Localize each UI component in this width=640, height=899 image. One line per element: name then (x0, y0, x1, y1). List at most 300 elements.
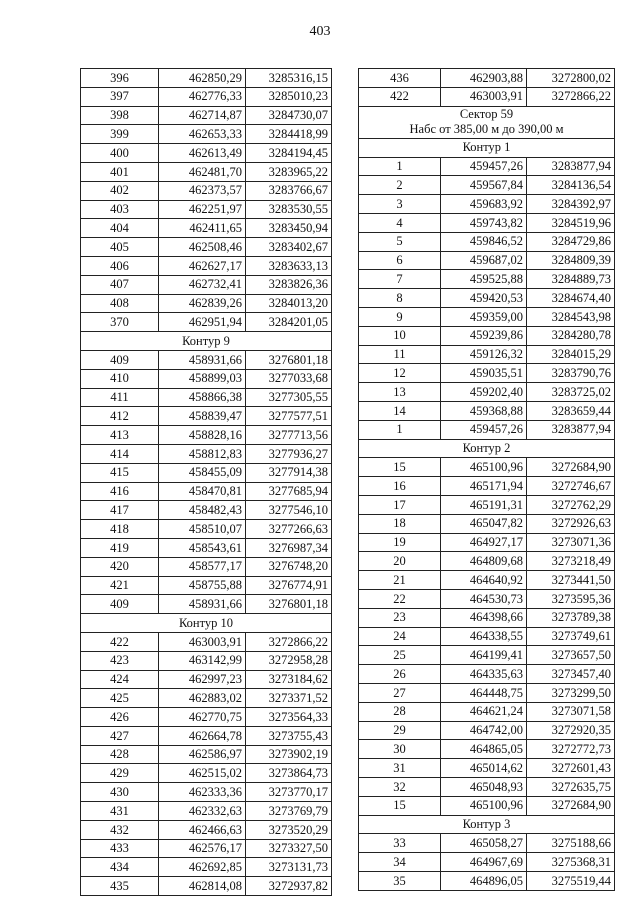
table-row (359, 383, 615, 402)
y-coordinate-cell: 3284519,96 (527, 214, 615, 233)
y-coordinate-cell: 3273218,49 (527, 552, 615, 571)
point-number-cell: 405 (81, 238, 159, 257)
point-number-cell: 413 (81, 426, 159, 445)
x-coordinate-cell: 458931,66 (159, 595, 246, 614)
point-number-cell: 31 (359, 759, 441, 778)
x-coordinate-cell: 464398,66 (441, 608, 527, 627)
point-number-cell: 421 (81, 576, 159, 595)
y-coordinate-cell: 3284729,86 (527, 232, 615, 251)
y-coordinate-cell: 3273755,43 (246, 726, 332, 745)
y-coordinate-cell: 3272684,90 (527, 796, 615, 815)
table-row (359, 364, 615, 383)
table-row (359, 402, 615, 421)
table-row (359, 683, 615, 702)
table-row (359, 627, 615, 646)
x-coordinate-cell: 458866,38 (159, 388, 246, 407)
x-coordinate-cell: 459202,40 (441, 383, 527, 402)
y-coordinate-cell: 3273457,40 (527, 665, 615, 684)
table-row (359, 871, 615, 890)
x-coordinate-cell: 458470,81 (159, 482, 246, 501)
y-coordinate-cell: 3275519,44 (527, 871, 615, 890)
y-coordinate-cell: 3272635,75 (527, 777, 615, 796)
x-coordinate-cell: 462714,87 (159, 106, 246, 125)
x-coordinate-cell: 459457,26 (441, 420, 527, 439)
point-number-cell: 427 (81, 726, 159, 745)
y-coordinate-cell: 3284201,05 (246, 313, 332, 332)
y-coordinate-cell: 3283659,44 (527, 402, 615, 421)
point-number-cell: 412 (81, 407, 159, 426)
point-number-cell: 415 (81, 463, 159, 482)
y-coordinate-cell: 3276801,18 (246, 350, 332, 369)
x-coordinate-cell: 459525,88 (441, 270, 527, 289)
y-coordinate-cell: 3283725,02 (527, 383, 615, 402)
table-row (359, 495, 615, 514)
x-coordinate-cell: 462770,75 (159, 708, 246, 727)
point-number-cell: 411 (81, 388, 159, 407)
x-coordinate-cell: 458482,43 (159, 501, 246, 520)
y-coordinate-cell: 3283877,94 (527, 420, 615, 439)
y-coordinate-cell: 3272937,82 (246, 877, 332, 896)
y-coordinate-cell: 3277033,68 (246, 369, 332, 388)
x-coordinate-cell: 459687,02 (441, 251, 527, 270)
table-row (81, 482, 332, 501)
table-row (81, 670, 332, 689)
y-coordinate-cell: 3283790,76 (527, 364, 615, 383)
table-row (359, 87, 615, 106)
x-coordinate-cell: 464742,00 (441, 721, 527, 740)
point-number-cell: 420 (81, 557, 159, 576)
point-number-cell: 7 (359, 270, 441, 289)
x-coordinate-cell: 462883,02 (159, 689, 246, 708)
point-number-cell: 423 (81, 651, 159, 670)
point-number-cell: 20 (359, 552, 441, 571)
x-coordinate-cell: 458510,07 (159, 520, 246, 539)
point-number-cell: 30 (359, 740, 441, 759)
table-row (359, 533, 615, 552)
point-number-cell: 1 (359, 157, 441, 176)
x-coordinate-cell: 463003,91 (159, 632, 246, 651)
x-coordinate-cell: 459846,52 (441, 232, 527, 251)
sector-title: Сектор 59 (459, 106, 514, 121)
y-coordinate-cell: 3273864,73 (246, 764, 332, 783)
y-coordinate-cell: 3284015,29 (527, 345, 615, 364)
y-coordinate-cell: 3283633,13 (246, 256, 332, 275)
table-row (359, 589, 615, 608)
point-number-cell: 8 (359, 289, 441, 308)
y-coordinate-cell: 3273131,73 (246, 858, 332, 877)
y-coordinate-cell: 3272746,67 (527, 477, 615, 496)
table-row (81, 726, 332, 745)
x-coordinate-cell: 464865,05 (441, 740, 527, 759)
x-coordinate-cell: 462586,97 (159, 745, 246, 764)
point-number-cell: 422 (359, 87, 441, 106)
y-coordinate-cell: 3276987,34 (246, 538, 332, 557)
y-coordinate-cell: 3284392,97 (527, 195, 615, 214)
point-number-cell: 3 (359, 195, 441, 214)
x-coordinate-cell: 462411,65 (159, 219, 246, 238)
contour-header-row (359, 138, 615, 157)
point-number-cell: 1 (359, 420, 441, 439)
point-number-cell: 424 (81, 670, 159, 689)
y-coordinate-cell: 3284730,07 (246, 106, 332, 125)
x-coordinate-cell: 462481,70 (159, 162, 246, 181)
x-coordinate-cell: 462814,08 (159, 877, 246, 896)
contour-header-row (81, 614, 332, 633)
x-coordinate-cell: 464448,75 (441, 683, 527, 702)
contour-header-row (359, 439, 615, 458)
x-coordinate-cell: 464199,41 (441, 646, 527, 665)
x-coordinate-cell: 458543,61 (159, 538, 246, 557)
point-number-cell: 404 (81, 219, 159, 238)
table-row (81, 463, 332, 482)
y-coordinate-cell: 3284543,98 (527, 308, 615, 327)
table-row (359, 458, 615, 477)
y-coordinate-cell: 3284136,54 (527, 176, 615, 195)
table-row (81, 632, 332, 651)
point-number-cell: 436 (359, 69, 441, 88)
x-coordinate-cell: 462903,88 (441, 69, 527, 88)
point-number-cell: 24 (359, 627, 441, 646)
x-coordinate-cell: 463142,99 (159, 651, 246, 670)
table-row (359, 665, 615, 684)
point-number-cell: 16 (359, 477, 441, 496)
table-row (359, 420, 615, 439)
point-number-cell: 433 (81, 839, 159, 858)
x-coordinate-cell: 464967,69 (441, 853, 527, 872)
table-row (359, 214, 615, 233)
point-number-cell: 15 (359, 796, 441, 815)
point-number-cell: 370 (81, 313, 159, 332)
point-number-cell: 400 (81, 144, 159, 163)
point-number-cell: 35 (359, 871, 441, 890)
y-coordinate-cell: 3272958,28 (246, 651, 332, 670)
point-number-cell: 425 (81, 689, 159, 708)
table-row (81, 369, 332, 388)
point-number-cell: 15 (359, 458, 441, 477)
y-coordinate-cell: 3272926,63 (527, 514, 615, 533)
table-row (359, 69, 615, 88)
y-coordinate-cell: 3276774,91 (246, 576, 332, 595)
x-coordinate-cell: 462850,29 (159, 69, 246, 88)
y-coordinate-cell: 3277577,51 (246, 407, 332, 426)
x-coordinate-cell: 464896,05 (441, 871, 527, 890)
x-coordinate-cell: 464530,73 (441, 589, 527, 608)
x-coordinate-cell: 459457,26 (441, 157, 527, 176)
table-row (359, 608, 615, 627)
y-coordinate-cell: 3284194,45 (246, 144, 332, 163)
y-coordinate-cell: 3283826,36 (246, 275, 332, 294)
point-number-cell: 22 (359, 589, 441, 608)
x-coordinate-cell: 458812,83 (159, 444, 246, 463)
contour-header: Контур 9 (81, 332, 332, 351)
y-coordinate-cell: 3273299,50 (527, 683, 615, 702)
point-number-cell: 407 (81, 275, 159, 294)
table-row (81, 708, 332, 727)
point-number-cell: 403 (81, 200, 159, 219)
point-number-cell: 422 (81, 632, 159, 651)
point-number-cell: 431 (81, 802, 159, 821)
y-coordinate-cell: 3272866,22 (527, 87, 615, 106)
point-number-cell: 6 (359, 251, 441, 270)
x-coordinate-cell: 465171,94 (441, 477, 527, 496)
table-row (81, 219, 332, 238)
y-coordinate-cell: 3273595,36 (527, 589, 615, 608)
point-number-cell: 23 (359, 608, 441, 627)
table-row (359, 514, 615, 533)
point-number-cell: 432 (81, 820, 159, 839)
contour-header-row (81, 332, 332, 351)
y-coordinate-cell: 3275188,66 (527, 834, 615, 853)
x-coordinate-cell: 464621,24 (441, 702, 527, 721)
x-coordinate-cell: 464335,63 (441, 665, 527, 684)
table-row (359, 345, 615, 364)
y-coordinate-cell: 3273071,36 (527, 533, 615, 552)
table-row (81, 557, 332, 576)
table-row (81, 87, 332, 106)
point-number-cell: 430 (81, 783, 159, 802)
x-coordinate-cell: 459368,88 (441, 402, 527, 421)
y-coordinate-cell: 3283530,55 (246, 200, 332, 219)
table-row (359, 740, 615, 759)
x-coordinate-cell: 464927,17 (441, 533, 527, 552)
y-coordinate-cell: 3277305,55 (246, 388, 332, 407)
table-row (81, 181, 332, 200)
point-number-cell: 402 (81, 181, 159, 200)
point-number-cell: 34 (359, 853, 441, 872)
y-coordinate-cell: 3272866,22 (246, 632, 332, 651)
x-coordinate-cell: 462664,78 (159, 726, 246, 745)
point-number-cell: 26 (359, 665, 441, 684)
y-coordinate-cell: 3273371,52 (246, 689, 332, 708)
y-coordinate-cell: 3273071,58 (527, 702, 615, 721)
x-coordinate-cell: 458839,47 (159, 407, 246, 426)
table-row (359, 232, 615, 251)
contour-header: Контур 1 (359, 138, 615, 157)
x-coordinate-cell: 462732,41 (159, 275, 246, 294)
point-number-cell: 33 (359, 834, 441, 853)
table-row (359, 270, 615, 289)
x-coordinate-cell: 462251,97 (159, 200, 246, 219)
x-coordinate-cell: 465047,82 (441, 514, 527, 533)
x-coordinate-cell: 462776,33 (159, 87, 246, 106)
y-coordinate-cell: 3272772,73 (527, 740, 615, 759)
y-coordinate-cell: 3277936,27 (246, 444, 332, 463)
y-coordinate-cell: 3283877,94 (527, 157, 615, 176)
point-number-cell: 9 (359, 308, 441, 327)
x-coordinate-cell: 462332,63 (159, 802, 246, 821)
y-coordinate-cell: 3284809,39 (527, 251, 615, 270)
y-coordinate-cell: 3285010,23 (246, 87, 332, 106)
point-number-cell: 401 (81, 162, 159, 181)
table-row (81, 350, 332, 369)
y-coordinate-cell: 3273769,79 (246, 802, 332, 821)
point-number-cell: 12 (359, 364, 441, 383)
point-number-cell: 29 (359, 721, 441, 740)
x-coordinate-cell: 459743,82 (441, 214, 527, 233)
table-row (81, 144, 332, 163)
y-coordinate-cell: 3284280,78 (527, 326, 615, 345)
table-row (81, 256, 332, 275)
y-coordinate-cell: 3283766,67 (246, 181, 332, 200)
point-number-cell: 2 (359, 176, 441, 195)
y-coordinate-cell: 3277914,38 (246, 463, 332, 482)
y-coordinate-cell: 3272601,43 (527, 759, 615, 778)
table-row (81, 407, 332, 426)
x-coordinate-cell: 464640,92 (441, 571, 527, 590)
table-row (81, 802, 332, 821)
sector-header (359, 106, 615, 138)
point-number-cell: 27 (359, 683, 441, 702)
point-number-cell: 429 (81, 764, 159, 783)
table-row (81, 576, 332, 595)
table-row (359, 702, 615, 721)
table-row (359, 646, 615, 665)
point-number-cell: 17 (359, 495, 441, 514)
point-number-cell: 406 (81, 256, 159, 275)
x-coordinate-cell: 462627,17 (159, 256, 246, 275)
x-coordinate-cell: 465191,31 (441, 495, 527, 514)
y-coordinate-cell: 3273564,33 (246, 708, 332, 727)
y-coordinate-cell: 3276748,20 (246, 557, 332, 576)
contour-header: Контур 3 (359, 815, 615, 834)
point-number-cell: 426 (81, 708, 159, 727)
y-coordinate-cell: 3272920,35 (527, 721, 615, 740)
table-row (359, 308, 615, 327)
point-number-cell: 32 (359, 777, 441, 796)
point-number-cell: 434 (81, 858, 159, 877)
x-coordinate-cell: 462692,85 (159, 858, 246, 877)
y-coordinate-cell: 3275368,31 (527, 853, 615, 872)
point-number-cell: 417 (81, 501, 159, 520)
x-coordinate-cell: 465014,62 (441, 759, 527, 778)
contour-header-row (359, 815, 615, 834)
y-coordinate-cell: 3273749,61 (527, 627, 615, 646)
x-coordinate-cell: 463003,91 (441, 87, 527, 106)
table-row (81, 275, 332, 294)
y-coordinate-cell: 3284418,99 (246, 125, 332, 144)
table-row (81, 501, 332, 520)
y-coordinate-cell: 3277266,63 (246, 520, 332, 539)
table-row (81, 538, 332, 557)
point-number-cell: 397 (81, 87, 159, 106)
point-number-cell: 409 (81, 350, 159, 369)
x-coordinate-cell: 459567,84 (441, 176, 527, 195)
y-coordinate-cell: 3283402,67 (246, 238, 332, 257)
table-row (359, 853, 615, 872)
table-row (359, 251, 615, 270)
point-number-cell: 414 (81, 444, 159, 463)
table-row (81, 858, 332, 877)
table-row (359, 157, 615, 176)
x-coordinate-cell: 462333,36 (159, 783, 246, 802)
x-coordinate-cell: 462515,02 (159, 764, 246, 783)
y-coordinate-cell: 3284013,20 (246, 294, 332, 313)
point-number-cell: 398 (81, 106, 159, 125)
x-coordinate-cell: 462466,63 (159, 820, 246, 839)
table-row (81, 689, 332, 708)
table-row (359, 759, 615, 778)
point-number-cell: 416 (81, 482, 159, 501)
point-number-cell: 21 (359, 571, 441, 590)
y-coordinate-cell: 3273184,62 (246, 670, 332, 689)
table-row (81, 106, 332, 125)
point-number-cell: 5 (359, 232, 441, 251)
table-row (81, 313, 332, 332)
x-coordinate-cell: 459420,53 (441, 289, 527, 308)
y-coordinate-cell: 3285316,15 (246, 69, 332, 88)
point-number-cell: 419 (81, 538, 159, 557)
x-coordinate-cell: 462997,23 (159, 670, 246, 689)
table-row (81, 69, 332, 88)
table-row (359, 289, 615, 308)
table-row (359, 721, 615, 740)
sector-elevation-range: Набс от 385,00 м до 390,00 м (409, 122, 564, 137)
point-number-cell: 25 (359, 646, 441, 665)
table-row (81, 238, 332, 257)
point-number-cell: 408 (81, 294, 159, 313)
x-coordinate-cell: 458577,17 (159, 557, 246, 576)
contour-header: Контур 2 (359, 439, 615, 458)
x-coordinate-cell: 462613,49 (159, 144, 246, 163)
y-coordinate-cell: 3273770,17 (246, 783, 332, 802)
y-coordinate-cell: 3273327,50 (246, 839, 332, 858)
x-coordinate-cell: 459035,51 (441, 364, 527, 383)
x-coordinate-cell: 465048,93 (441, 777, 527, 796)
y-coordinate-cell: 3272800,02 (527, 69, 615, 88)
y-coordinate-cell: 3276801,18 (246, 595, 332, 614)
y-coordinate-cell: 3273657,50 (527, 646, 615, 665)
table-row (81, 388, 332, 407)
table-row (81, 651, 332, 670)
table-row (81, 820, 332, 839)
x-coordinate-cell: 465058,27 (441, 834, 527, 853)
coordinates-table-right (358, 68, 615, 891)
point-number-cell: 435 (81, 877, 159, 896)
point-number-cell: 409 (81, 595, 159, 614)
coordinates-table-left (80, 68, 332, 896)
point-number-cell: 396 (81, 69, 159, 88)
table-row (359, 195, 615, 214)
point-number-cell: 28 (359, 702, 441, 721)
x-coordinate-cell: 458455,09 (159, 463, 246, 482)
x-coordinate-cell: 465100,96 (441, 458, 527, 477)
point-number-cell: 428 (81, 745, 159, 764)
point-number-cell: 14 (359, 402, 441, 421)
table-row (81, 294, 332, 313)
table-row (359, 477, 615, 496)
point-number-cell: 4 (359, 214, 441, 233)
x-coordinate-cell: 462508,46 (159, 238, 246, 257)
y-coordinate-cell: 3283965,22 (246, 162, 332, 181)
table-row (359, 176, 615, 195)
x-coordinate-cell: 465100,96 (441, 796, 527, 815)
table-row (81, 162, 332, 181)
page-number: 403 (309, 24, 331, 39)
x-coordinate-cell: 462839,26 (159, 294, 246, 313)
table-row (81, 125, 332, 144)
y-coordinate-cell: 3284674,40 (527, 289, 615, 308)
y-coordinate-cell: 3277546,10 (246, 501, 332, 520)
y-coordinate-cell: 3272684,90 (527, 458, 615, 477)
table-row (81, 783, 332, 802)
point-number-cell: 19 (359, 533, 441, 552)
table-row (359, 571, 615, 590)
x-coordinate-cell: 458828,16 (159, 426, 246, 445)
table-row (81, 877, 332, 896)
point-number-cell: 11 (359, 345, 441, 364)
y-coordinate-cell: 3283450,94 (246, 219, 332, 238)
x-coordinate-cell: 462576,17 (159, 839, 246, 858)
